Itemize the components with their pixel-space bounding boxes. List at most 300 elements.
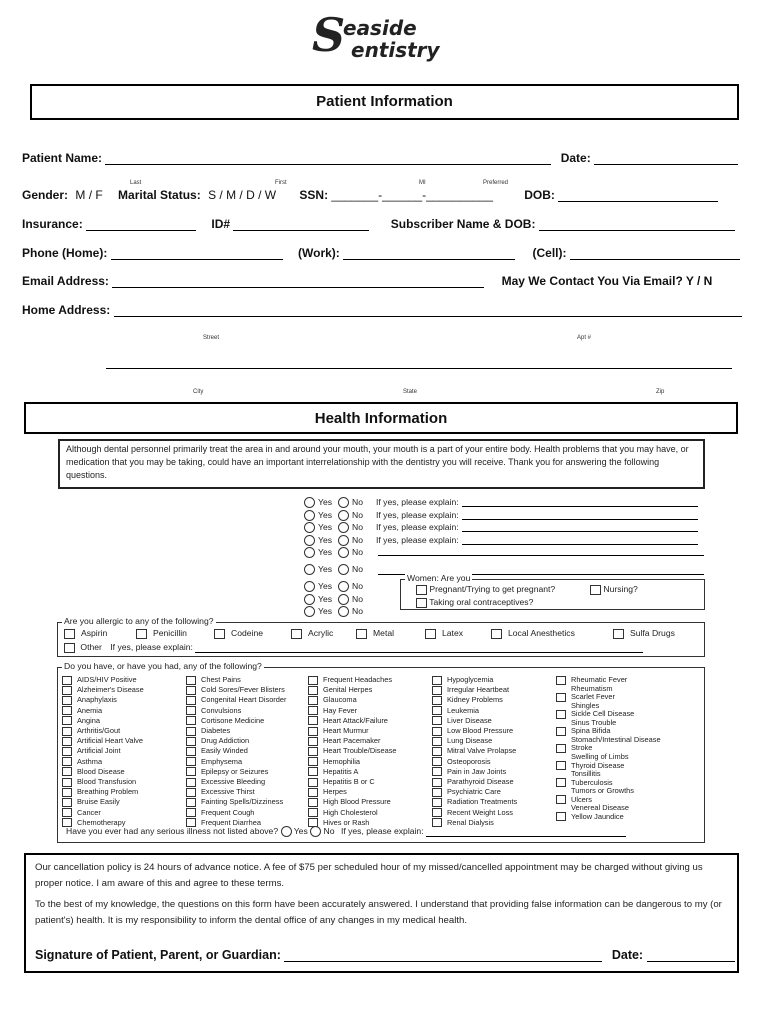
date-label: Date: xyxy=(560,151,591,165)
sub-apt: Apt # xyxy=(577,335,592,341)
policy-cancellation: Our cancellation policy is 24 hours of advance notice. A fee of $75 per scheduled hour of my missed/cancelled appointment may be charged without giving us proper notice. I am aware of this and agree to these terms. xyxy=(35,862,703,889)
email-contact-question[interactable]: May We Contact You Via Email? Y / N xyxy=(501,274,713,288)
ssn-label: SSN: xyxy=(299,188,329,202)
checkbox[interactable] xyxy=(308,778,318,787)
checkbox[interactable] xyxy=(556,812,566,821)
condition-label: Frequent Cough xyxy=(201,807,255,817)
condition-item[interactable] xyxy=(308,746,397,757)
phone-home-field[interactable] xyxy=(111,248,283,260)
serious-illness-explain-field[interactable] xyxy=(426,828,626,837)
condition-item[interactable] xyxy=(186,695,286,706)
radio-yes[interactable] xyxy=(304,547,315,558)
condition-item[interactable] xyxy=(308,726,369,737)
radio-no[interactable] xyxy=(338,581,349,592)
condition-item[interactable] xyxy=(432,757,491,768)
condition-item[interactable] xyxy=(186,777,265,788)
sub-last: Last xyxy=(130,180,142,186)
condition-item[interactable] xyxy=(186,716,264,727)
sub-state: State xyxy=(403,389,418,395)
condition-item[interactable] xyxy=(186,767,268,778)
condition-label: Sinus Trouble xyxy=(571,717,617,727)
date-field[interactable] xyxy=(594,153,738,165)
health-intro: Although dental personnel primarily treat the area in and around your mouth, your mouth is a part of your entire body. Health problems that you may have, or medication that you may be taking, could have an important interrelationship with the dentistry you will receive. Thank you for answering the following questions. xyxy=(58,439,705,489)
radio-no[interactable] xyxy=(338,497,349,508)
radio-no[interactable] xyxy=(338,564,349,575)
explain-label: If yes, please explain: xyxy=(376,497,459,507)
condition-label: Sickle Cell Disease xyxy=(571,709,635,719)
condition-item[interactable] xyxy=(62,787,138,798)
allergy-item-label: Sulfa Drugs xyxy=(630,628,675,638)
condition-item[interactable] xyxy=(432,787,501,798)
checkbox[interactable] xyxy=(432,716,442,725)
condition-label: Low Blood Pressure xyxy=(447,726,514,735)
checkbox[interactable] xyxy=(308,798,318,807)
condition-label: Anaphylaxis xyxy=(77,695,117,705)
conditions-label: Do you have, or have you had, any of the following? xyxy=(64,661,262,671)
condition-label: Thyroid Disease xyxy=(571,760,625,770)
condition-item[interactable] xyxy=(62,746,121,757)
radio-no[interactable] xyxy=(310,826,321,837)
checkbox[interactable] xyxy=(491,629,502,639)
checkbox[interactable] xyxy=(308,727,318,736)
condition-item[interactable] xyxy=(62,706,102,717)
condition-item[interactable] xyxy=(186,706,241,717)
condition-label: Excessive Bleeding xyxy=(201,777,266,786)
home-address-city-field[interactable] xyxy=(106,357,732,369)
email-field[interactable] xyxy=(112,276,484,288)
no-label: No xyxy=(352,606,364,616)
condition-item[interactable] xyxy=(432,746,516,757)
women-oral[interactable] xyxy=(416,597,533,608)
checkbox[interactable] xyxy=(62,676,72,685)
condition-item[interactable] xyxy=(432,767,506,778)
checkbox[interactable] xyxy=(62,798,72,807)
condition-label: Chest Pains xyxy=(201,675,241,684)
checkbox[interactable] xyxy=(62,737,72,746)
yes-label: Yes xyxy=(318,606,333,616)
condition-label: Drug Addiction xyxy=(201,736,250,746)
condition-item[interactable] xyxy=(186,787,255,798)
checkbox[interactable] xyxy=(186,767,196,776)
radio-yes[interactable] xyxy=(281,826,292,837)
condition-item[interactable] xyxy=(62,767,125,778)
yes-no-radios xyxy=(304,606,363,617)
condition-item[interactable] xyxy=(308,685,372,696)
condition-item[interactable] xyxy=(62,808,101,819)
condition-label: Parathyroid Disease xyxy=(447,777,514,786)
condition-item[interactable] xyxy=(308,675,392,686)
radio-yes[interactable] xyxy=(304,581,315,592)
condition-label: Congenital Heart Disorder xyxy=(201,695,287,705)
radio-no[interactable] xyxy=(338,606,349,617)
radio-yes[interactable] xyxy=(304,606,315,617)
gender-options[interactable]: M / F xyxy=(75,188,103,202)
condition-label: Fainting Spells/Dizziness xyxy=(201,797,284,807)
sub-preferred: Preferred xyxy=(483,180,509,186)
policy-accuracy: To the best of my knowledge, the questions on this form have been accurately answered. I understand that providing false information can be dangerous to my (or patient's) health. It is my responsibility to inform the dental office of any changes in my medical health. xyxy=(35,899,722,926)
checkbox[interactable] xyxy=(186,757,196,766)
allergy-item-label: Metal xyxy=(373,628,395,638)
explain-label: If yes, please explain: xyxy=(376,522,459,532)
radio-no[interactable] xyxy=(338,535,349,546)
condition-item[interactable] xyxy=(186,736,249,747)
explain-field[interactable] xyxy=(378,547,704,556)
allergy-item[interactable] xyxy=(291,628,333,639)
checkbox[interactable] xyxy=(62,696,72,705)
checkbox[interactable] xyxy=(186,716,196,725)
checkbox[interactable] xyxy=(308,757,318,766)
checkbox[interactable] xyxy=(186,747,196,756)
condition-label: Asthma xyxy=(77,756,103,766)
checkbox[interactable] xyxy=(64,643,75,653)
radio-yes[interactable] xyxy=(304,510,315,521)
condition-item[interactable] xyxy=(432,675,493,686)
checkbox[interactable] xyxy=(432,778,442,787)
checkbox[interactable] xyxy=(136,629,147,639)
allergy-label: Are you allergic to any of the following? xyxy=(64,616,214,626)
checkbox[interactable] xyxy=(416,598,427,608)
gender-label: Gender: xyxy=(22,188,69,202)
checkbox[interactable] xyxy=(186,778,196,787)
condition-item[interactable] xyxy=(308,757,360,768)
phone-row xyxy=(22,246,740,260)
yes-label: Yes xyxy=(318,522,333,532)
allergy-item-label: Local Anesthetics xyxy=(508,628,575,638)
condition-item[interactable] xyxy=(62,685,144,696)
condition-label: Glaucoma xyxy=(323,695,357,705)
checkbox[interactable] xyxy=(62,727,72,736)
condition-label: Easily Winded xyxy=(201,746,248,756)
condition-label: Rheumatic Fever xyxy=(571,675,628,684)
no-label: No xyxy=(352,581,364,591)
marital-options[interactable]: S / M / D / W xyxy=(208,188,277,202)
checkbox[interactable] xyxy=(432,808,442,817)
checkbox[interactable] xyxy=(308,747,318,756)
condition-label: Lung Disease xyxy=(447,736,493,746)
signature-date-field[interactable] xyxy=(647,949,735,962)
checkbox[interactable] xyxy=(356,629,367,639)
condition-item[interactable] xyxy=(308,797,391,808)
patient-info-title: Patient Information xyxy=(30,84,739,120)
condition-item[interactable] xyxy=(556,812,624,823)
checkbox[interactable] xyxy=(62,788,72,797)
condition-item[interactable] xyxy=(432,777,514,788)
condition-label: Hypoglycemia xyxy=(447,675,494,684)
condition-label: Artificial Heart Valve xyxy=(77,736,143,746)
condition-item[interactable] xyxy=(186,726,230,737)
checkbox[interactable] xyxy=(432,757,442,766)
condition-item[interactable] xyxy=(308,695,357,706)
insurance-field[interactable] xyxy=(86,219,196,231)
checkbox[interactable] xyxy=(186,808,196,817)
checkbox[interactable] xyxy=(308,696,318,705)
radio-yes[interactable] xyxy=(304,594,315,605)
condition-item[interactable] xyxy=(308,716,388,727)
condition-item[interactable] xyxy=(308,767,358,778)
checkbox[interactable] xyxy=(308,767,318,776)
condition-item[interactable] xyxy=(432,695,503,706)
checkbox[interactable] xyxy=(62,778,72,787)
no-label: No xyxy=(352,497,364,507)
yes-label: Yes xyxy=(318,497,333,507)
explain-row xyxy=(376,510,698,520)
condition-item[interactable] xyxy=(432,797,517,808)
email-row xyxy=(22,274,712,288)
checkbox[interactable] xyxy=(64,629,75,639)
radio-no[interactable] xyxy=(338,522,349,533)
condition-label: Psychiatric Care xyxy=(447,787,501,797)
condition-label: Osteoporosis xyxy=(447,756,491,766)
condition-label: Pain in Jaw Joints xyxy=(447,766,507,776)
no-label: No xyxy=(352,594,364,604)
allergy-item[interactable] xyxy=(425,628,463,639)
home-address-label: Home Address: xyxy=(22,303,111,317)
checkbox[interactable] xyxy=(308,686,318,695)
condition-label: Cortisone Medicine xyxy=(201,715,265,725)
condition-label: Shingles xyxy=(571,700,600,710)
radio-yes[interactable] xyxy=(304,497,315,508)
checkbox[interactable] xyxy=(308,706,318,715)
signature-field[interactable] xyxy=(284,949,602,962)
condition-label: Mitral Valve Prolapse xyxy=(447,746,517,756)
checkbox[interactable] xyxy=(186,727,196,736)
explain-label: If yes, please explain: xyxy=(340,826,424,836)
condition-label: Genital Herpes xyxy=(323,685,373,695)
checkbox[interactable] xyxy=(308,788,318,797)
checkbox[interactable] xyxy=(62,747,72,756)
checkbox[interactable] xyxy=(62,757,72,766)
condition-label: Frequent Diarrhea xyxy=(201,817,261,827)
condition-item[interactable] xyxy=(308,777,375,788)
phone-cell-field[interactable] xyxy=(570,248,740,260)
condition-label: Breathing Problem xyxy=(77,787,139,797)
women-pregnant[interactable] xyxy=(416,584,555,595)
allergy-item[interactable] xyxy=(613,628,675,639)
no-label: No xyxy=(323,826,335,836)
condition-label: Chemotherapy xyxy=(77,817,126,827)
condition-item[interactable] xyxy=(62,736,143,747)
condition-label: Heart Trouble/Disease xyxy=(323,746,397,756)
condition-label: Ulcers xyxy=(571,794,592,804)
explain-field[interactable] xyxy=(462,523,698,532)
allergy-explain-label: If yes, please explain: xyxy=(110,642,193,652)
condition-label: Tuberculosis xyxy=(571,777,613,787)
signature-label: Signature of Patient, Parent, or Guardian: xyxy=(35,948,281,962)
condition-label: Heart Murmur xyxy=(323,726,369,735)
radio-yes[interactable] xyxy=(304,522,315,533)
checkbox[interactable] xyxy=(62,706,72,715)
radio-no[interactable] xyxy=(338,510,349,521)
condition-label: Tumors or Growths xyxy=(571,786,634,796)
email-label: Email Address: xyxy=(22,274,109,288)
condition-label: Anemia xyxy=(77,705,103,715)
checkbox[interactable] xyxy=(432,747,442,756)
checkbox[interactable] xyxy=(186,737,196,746)
checkbox[interactable] xyxy=(432,706,442,715)
condition-label: Hepatitis A xyxy=(323,766,359,776)
condition-label: Artificial Joint xyxy=(77,746,121,756)
condition-label: Cancer xyxy=(77,807,101,817)
condition-item[interactable] xyxy=(186,746,248,757)
condition-item[interactable] xyxy=(308,736,381,747)
checkbox[interactable] xyxy=(186,676,196,685)
home-address-street-field[interactable] xyxy=(114,305,742,317)
condition-label: High Blood Pressure xyxy=(323,797,391,807)
checkbox[interactable] xyxy=(291,629,302,639)
condition-label: Hives or Rash xyxy=(323,817,370,827)
radio-no[interactable] xyxy=(338,547,349,558)
patient-name-label: Patient Name: xyxy=(22,151,103,165)
allergy-item[interactable] xyxy=(491,628,575,639)
explain-field[interactable] xyxy=(462,498,698,507)
checkbox[interactable] xyxy=(62,686,72,695)
condition-item[interactable] xyxy=(62,675,137,686)
condition-label: Irregular Heartbeat xyxy=(447,685,510,695)
condition-item[interactable] xyxy=(432,726,513,737)
condition-label: Leukemia xyxy=(447,705,480,715)
checkbox[interactable] xyxy=(432,798,442,807)
checkbox[interactable] xyxy=(613,629,624,639)
condition-item[interactable] xyxy=(432,706,479,717)
checkbox[interactable] xyxy=(186,696,196,705)
condition-label: Swelling of Limbs xyxy=(571,751,629,761)
yes-label: Yes xyxy=(318,564,333,574)
checkbox[interactable] xyxy=(186,686,196,695)
checkbox[interactable] xyxy=(62,716,72,725)
condition-label: Cold Sores/Fever Blisters xyxy=(201,685,285,695)
allergy-item[interactable] xyxy=(356,628,394,639)
checkbox[interactable] xyxy=(432,737,442,746)
checkbox[interactable] xyxy=(308,737,318,746)
checkbox[interactable] xyxy=(62,767,72,776)
condition-item[interactable] xyxy=(62,797,120,808)
yes-no-radios xyxy=(304,581,363,592)
yes-no-radios xyxy=(304,535,363,546)
checkbox[interactable] xyxy=(432,727,442,736)
condition-item[interactable] xyxy=(308,808,378,819)
condition-item[interactable] xyxy=(432,736,492,747)
subscriber-field[interactable] xyxy=(539,219,735,231)
no-label: No xyxy=(352,522,364,532)
condition-item[interactable] xyxy=(432,685,509,696)
condition-item[interactable] xyxy=(186,808,254,819)
yes-label: Yes xyxy=(318,581,333,591)
checkbox[interactable] xyxy=(186,706,196,715)
id-field[interactable] xyxy=(233,219,369,231)
condition-label: Renal Dialysis xyxy=(447,817,494,827)
condition-item[interactable] xyxy=(62,757,102,768)
condition-label: Tonsillitis xyxy=(571,769,601,779)
phone-work-field[interactable] xyxy=(343,248,515,260)
explain-label: If yes, please explain: xyxy=(376,535,459,545)
patient-name-field[interactable] xyxy=(105,153,551,165)
explain-field[interactable] xyxy=(462,536,698,545)
condition-item[interactable] xyxy=(62,695,117,706)
allergy-item[interactable] xyxy=(64,628,107,639)
condition-label: Rheumatism xyxy=(571,683,613,693)
checkbox[interactable] xyxy=(186,788,196,797)
checkbox[interactable] xyxy=(416,585,427,595)
sub-zip: Zip xyxy=(656,389,665,395)
women-oral-label: Taking oral contraceptives? xyxy=(429,597,534,607)
checkbox[interactable] xyxy=(432,788,442,797)
condition-item[interactable] xyxy=(186,675,241,686)
condition-label: Hepatitis B or C xyxy=(323,777,375,786)
checkbox[interactable] xyxy=(62,808,72,817)
women-nursing-label: Nursing? xyxy=(603,584,638,594)
yes-label: Yes xyxy=(318,535,333,545)
checkbox[interactable] xyxy=(432,676,442,685)
allergy-explain-field[interactable] xyxy=(195,644,643,653)
checkbox[interactable] xyxy=(308,676,318,685)
explain-row xyxy=(376,535,698,545)
yes-no-radios xyxy=(304,522,363,533)
allergy-item[interactable] xyxy=(136,628,187,639)
condition-item[interactable] xyxy=(186,757,242,768)
allergy-item[interactable] xyxy=(214,628,263,639)
checkbox[interactable] xyxy=(186,798,196,807)
dob-field[interactable] xyxy=(558,190,718,202)
patient-name-row xyxy=(22,151,738,165)
condition-label: Liver Disease xyxy=(447,715,492,725)
condition-label: Excessive Thirst xyxy=(201,787,255,797)
checkbox[interactable] xyxy=(308,716,318,725)
allergy-other[interactable] xyxy=(64,642,643,653)
ssn-field[interactable]: _______-______-__________ xyxy=(331,188,493,202)
checkbox[interactable] xyxy=(432,686,442,695)
condition-item[interactable] xyxy=(62,716,100,727)
condition-label: Recent Weight Loss xyxy=(447,807,514,817)
yes-label: Yes xyxy=(318,547,333,557)
yes-label: Yes xyxy=(318,510,333,520)
condition-item[interactable] xyxy=(62,777,136,788)
women-nursing[interactable] xyxy=(590,584,638,595)
condition-label: Convulsions xyxy=(201,705,242,715)
condition-item[interactable] xyxy=(432,716,492,727)
condition-label: Yellow Jaundice xyxy=(571,811,624,821)
sub-mi: MI xyxy=(419,180,426,186)
allergy-item-label: Penicillin xyxy=(153,628,187,638)
checkbox[interactable] xyxy=(425,629,436,639)
radio-no[interactable] xyxy=(338,594,349,605)
checkbox[interactable] xyxy=(590,585,601,595)
allergy-item-label: Aspirin xyxy=(81,628,108,638)
checkbox[interactable] xyxy=(308,808,318,817)
condition-item[interactable] xyxy=(432,808,513,819)
condition-item[interactable] xyxy=(186,797,283,808)
condition-item[interactable] xyxy=(62,726,120,737)
condition-label: Kidney Problems xyxy=(447,695,503,705)
sub-street: Street xyxy=(203,335,220,341)
radio-yes[interactable] xyxy=(304,564,315,575)
condition-label: Diabetes xyxy=(201,726,231,735)
no-label: No xyxy=(352,510,364,520)
health-info-title: Health Information xyxy=(24,402,738,434)
checkbox[interactable] xyxy=(432,767,442,776)
checkbox[interactable] xyxy=(214,629,225,639)
condition-item[interactable] xyxy=(308,706,357,717)
condition-item[interactable] xyxy=(308,787,347,798)
condition-item[interactable] xyxy=(186,685,285,696)
condition-label: Hay Fever xyxy=(323,705,358,715)
yes-no-radios xyxy=(304,564,363,575)
condition-label: Venereal Disease xyxy=(571,803,629,813)
insurance-row xyxy=(22,217,735,231)
explain-field[interactable] xyxy=(462,511,698,520)
radio-yes[interactable] xyxy=(304,535,315,546)
checkbox[interactable] xyxy=(432,696,442,705)
allergy-other-label: Other xyxy=(80,642,102,652)
